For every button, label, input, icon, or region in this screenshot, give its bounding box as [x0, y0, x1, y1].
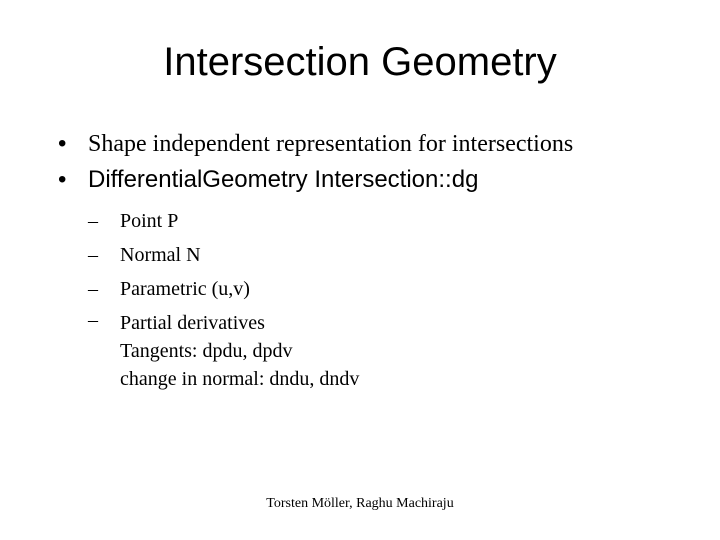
sub-bullet-text: Partial derivatives: [120, 312, 265, 334]
sub-bullet-list: [88, 204, 359, 393]
dash-marker: –: [88, 278, 98, 300]
sub-bullet-item: [88, 204, 359, 238]
sub-bullet-item: [88, 306, 359, 393]
dash-marker: –: [88, 309, 98, 331]
sub-bullet-item: [88, 272, 359, 306]
sub-bullet-text: Point P: [120, 210, 179, 232]
bullet-text: Shape independent representation for intersections: [88, 131, 574, 157]
bullet-item: [58, 126, 573, 162]
dash-marker: –: [88, 244, 98, 266]
sub-bullet-item: [88, 238, 359, 272]
bullet-text: DifferentialGeometry Intersection::dg: [88, 166, 479, 193]
slide-title: Intersection Geometry: [163, 40, 557, 84]
continuation-line: change in normal: dndu, dndv: [120, 368, 360, 390]
continuation-line: Tangents: dpdu, dpdv: [120, 340, 293, 362]
bullet-marker: •: [58, 130, 67, 157]
bullet-item: [58, 162, 573, 198]
dash-marker: –: [88, 210, 98, 232]
footer-credits: Torsten Möller, Raghu Machiraju: [266, 496, 454, 511]
sub-bullet-text: Normal N: [120, 244, 201, 266]
sub-bullet-text: Parametric (u,v): [120, 278, 250, 300]
bullet-list: [58, 126, 573, 198]
bullet-marker: •: [58, 166, 67, 193]
